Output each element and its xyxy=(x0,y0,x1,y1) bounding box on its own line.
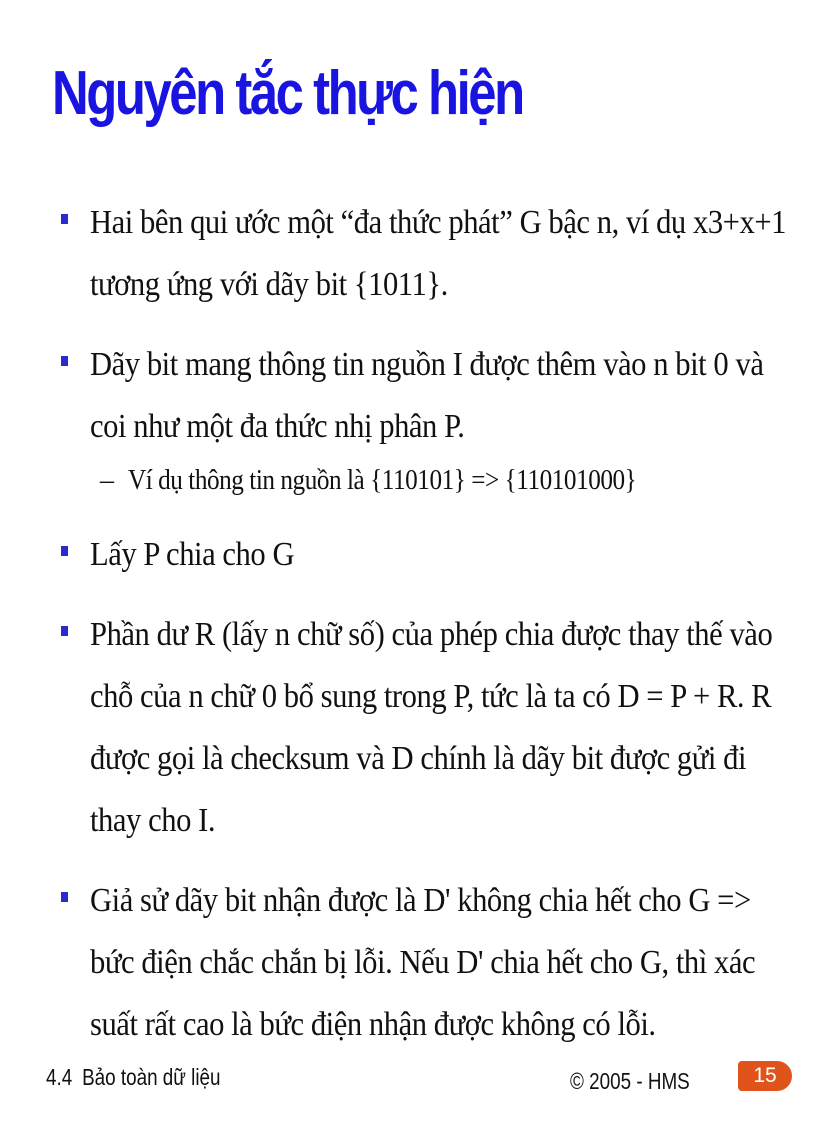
bullet-text: Giả sử dãy bit nhận được là D' không chia hết cho G => bức điện chắc chắn bị lỗi. Nếu D' chia hết cho G, thì xác suất rất cao là bức điện nhận được không có lỗi. xyxy=(90,882,756,1043)
sub-bullet-item xyxy=(58,456,788,506)
bullet-text: Dãy bit mang thông tin nguồn I được thêm vào n bit 0 và coi như một đa thức nhị phân P. xyxy=(90,346,764,445)
bullet-item xyxy=(58,604,788,852)
section-number: 4.4 xyxy=(46,1064,73,1090)
section-title: Bảo toàn dữ liệu xyxy=(82,1064,221,1090)
bullet-text: Lấy P chia cho G xyxy=(90,536,295,573)
footer-section xyxy=(46,1064,221,1091)
slide-title: Nguyên tắc thực hiện xyxy=(52,59,523,128)
slide-body xyxy=(58,192,788,1074)
bullet-item xyxy=(58,334,788,458)
square-bullet-icon xyxy=(61,214,68,224)
sub-bullet-text: Ví dụ thông tin nguồn là {110101} => {110101000} xyxy=(128,465,637,496)
dash-bullet-icon: – xyxy=(100,465,114,496)
bullet-text: Hai bên qui ước một “đa thức phát” G bậc n, ví dụ x3+x+1 tương ứng với dãy bit {1011}. xyxy=(90,204,786,303)
bullet-item xyxy=(58,192,788,316)
bullet-item xyxy=(58,870,788,1056)
square-bullet-icon xyxy=(61,546,68,556)
square-bullet-icon xyxy=(61,626,68,636)
page-number-badge: 15 xyxy=(738,1061,792,1091)
square-bullet-icon xyxy=(61,356,68,366)
bullet-item xyxy=(58,524,788,586)
footer-copyright: © 2005 - HMS xyxy=(570,1068,690,1094)
bullet-text: Phần dư R (lấy n chữ số) của phép chia được thay thế vào chỗ của n chữ 0 bổ sung trong P, tức là ta có D = P + R. R được gọi là checksum và D chính là dãy bit được gửi đi thay cho I. xyxy=(90,616,773,839)
square-bullet-icon xyxy=(61,892,68,902)
